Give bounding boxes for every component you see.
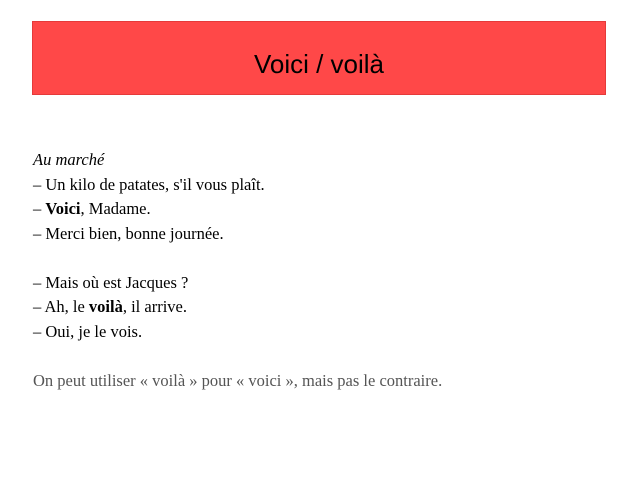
keyword-voici: Voici	[45, 199, 81, 218]
spacer	[33, 246, 613, 271]
dialogue2-line3: – Oui, je le vois.	[33, 321, 143, 341]
dialogue2-line2-suffix: , il arrive.	[122, 297, 187, 316]
dialogue1-line2-prefix: –	[33, 199, 46, 218]
dialogue1-line2	[33, 197, 613, 222]
slide-body	[33, 148, 613, 393]
slide-title: Voici / voilà	[253, 48, 385, 79]
dialogue1-line1: – Un kilo de patates, s'il vous plaît.	[33, 174, 265, 194]
dialogue1-line2-suffix: , Madame.	[80, 199, 151, 218]
usage-note: On peut utiliser « voilà » pour « voici », mais pas le contraire.	[33, 370, 443, 390]
keyword-voila: voilà	[88, 297, 123, 316]
dialogue2-line2	[33, 295, 613, 320]
title-bar	[32, 21, 606, 95]
dialogue2-line1: – Mais où est Jacques ?	[33, 272, 189, 292]
dialogue-heading: Au marché	[33, 150, 105, 169]
dialogue2-line2-prefix: – Ah, le	[33, 297, 89, 316]
dialogue1-line3: – Merci bien, bonne journée.	[33, 223, 224, 243]
spacer	[33, 344, 613, 369]
